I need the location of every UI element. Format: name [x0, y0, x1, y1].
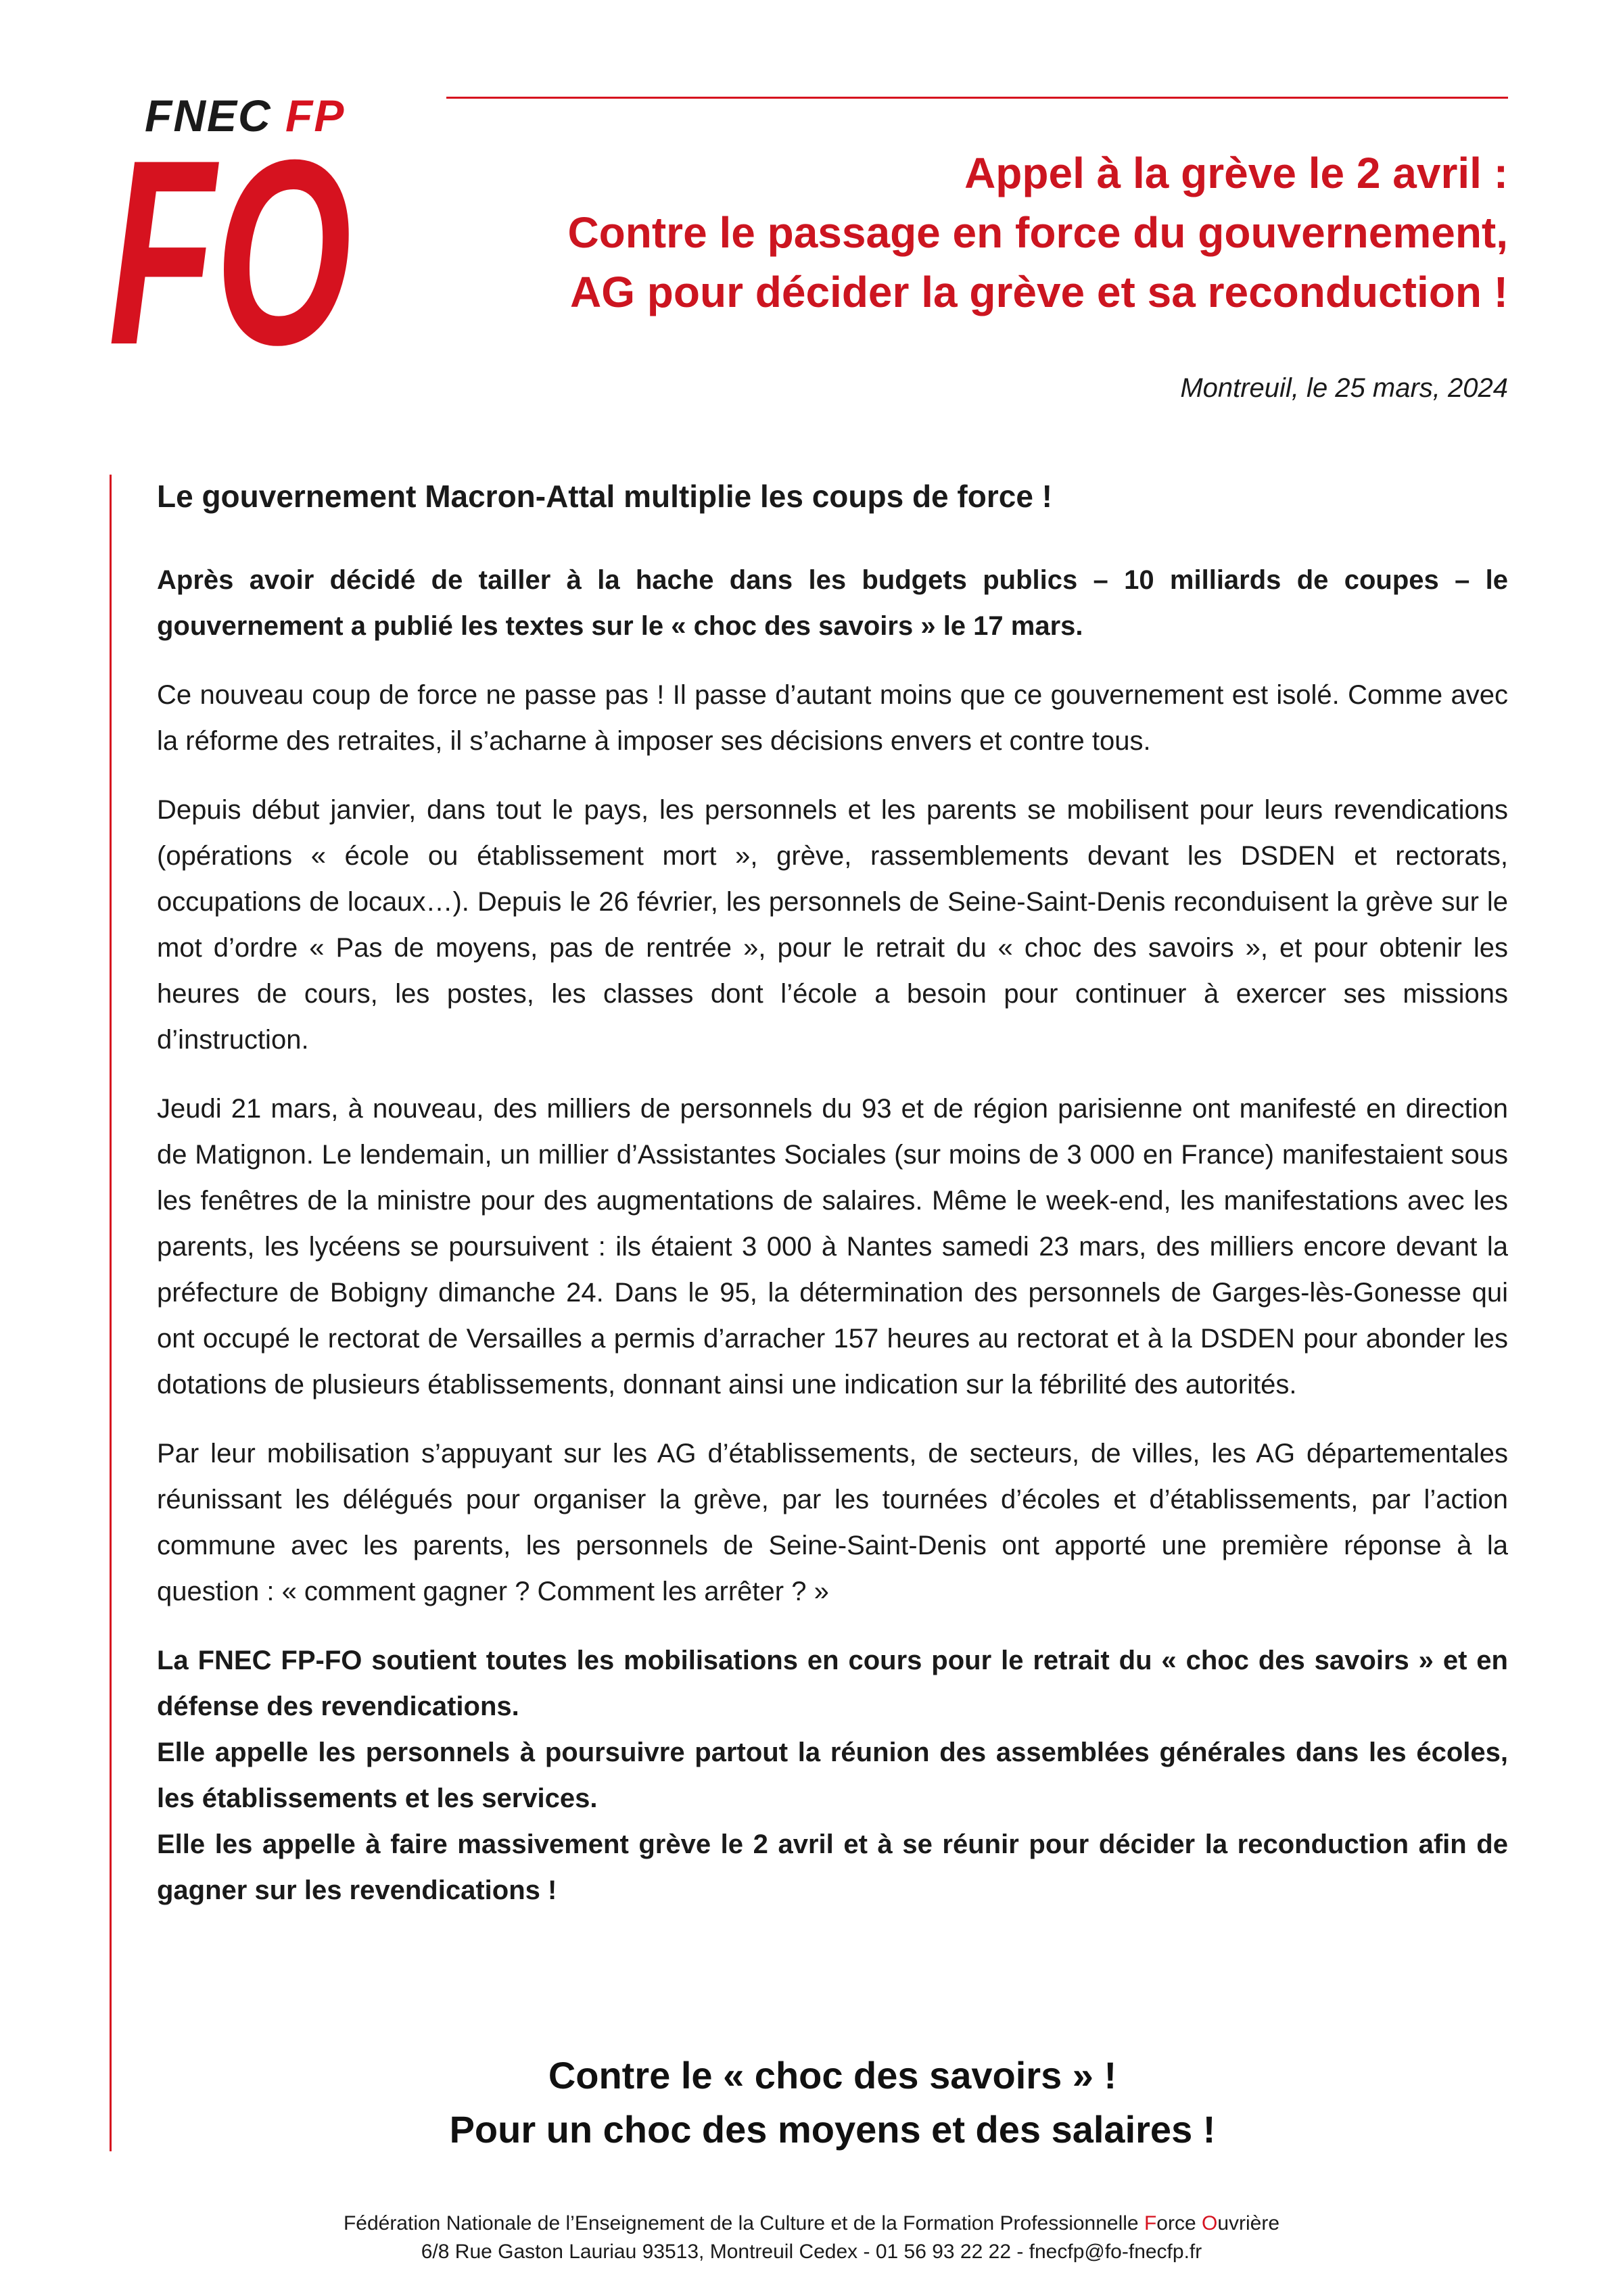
paragraph-7: Elle appelle les personnels à poursuivre partout la réunion des assemblées générales dans les écoles, les établissements et les services.: [157, 1738, 1508, 1813]
footer: [0, 2209, 1623, 2266]
slogan-1: Contre le « choc des savoirs » !: [548, 2054, 1117, 2097]
headline-line-2: Contre le passage en force du gouvernement,: [567, 208, 1508, 257]
logo-fo: FO: [108, 141, 352, 350]
paragraph-2: Ce nouveau coup de force ne passe pas ! Il passe d’autant moins que ce gouvernement est isolé. Comme avec la réforme des retraites, il s’acharne à imposer ses décisions envers et contre tous.: [157, 680, 1508, 756]
footer-f-letter: F: [1144, 2212, 1157, 2234]
top-divider: [446, 97, 1508, 99]
headline-line-1: Appel à la grève le 2 avril :: [964, 149, 1508, 197]
paragraph-6: La FNEC FP-FO soutient toutes les mobilisations en cours pour le retrait du « choc des savoirs » et en défense des revendications.: [157, 1646, 1508, 1721]
slogan-2: Pour un choc des moyens et des salaires !: [449, 2108, 1216, 2151]
paragraph-4: Jeudi 21 mars, à nouveau, des milliers de personnels du 93 et de région parisienne ont manifesté en direction de Matignon. Le lendemain, un millier d’Assistantes Sociales (sur moins de 3 000 en France) manifestaient sous les fenêtres de la ministre pour des augmentations de salaires. Même le week-end, les manifestations avec les parents, les lycéens se poursuivent : ils étaient 3 000 à Nantes samedi 23 mars, des milliers encore devant la préfecture de Bobigny dimanche 24. Dans le 95, la détermination des personnels de Garges-lès-Gonesse qui ont occupé le rectorat de Versailles a permis d’arracher 157 heures au rectorat et à la DSDEN pour abonder les dotations de plusieurs établissements, donnant ainsi une indication sur la fébrilité des autorités.: [157, 1094, 1508, 1400]
headline-line-3: AG pour décider la grève et sa reconduction !: [570, 268, 1508, 316]
footer-o-letter: O: [1202, 2212, 1218, 2234]
logo-fnec: FNEC: [145, 91, 272, 141]
logo-fp: FP: [285, 91, 346, 141]
left-margin-rule: [110, 475, 112, 2151]
dateline: Montreuil, le 25 mars, 2024: [1180, 373, 1508, 403]
paragraph-8: Elle les appelle à faire massivement grève le 2 avril et à se réunir pour décider la reconduction afin de gagner sur les revendications !: [157, 1829, 1508, 1905]
footer-organization: [0, 2209, 1623, 2238]
headline: [358, 143, 1508, 322]
footer-org-name: Fédération Nationale de l’Enseignement de la Culture et de la Formation Professionnelle: [343, 2212, 1144, 2234]
logo-fnec-fp-text: [145, 91, 346, 141]
paragraph-5: Par leur mobilisation s’appuyant sur les AG d’établissements, de secteurs, de villes, les AG départementales réunissant les délégués pour organiser la grève, par les tournées d’écoles et d’établissements, par l’action commune avec les parents, les personnels de Seine-Saint-Denis ont apporté une première réponse à la question : « comment gagner ? Comment les arrêter ? »: [157, 1439, 1508, 1606]
footer-orce: orce: [1156, 2212, 1202, 2234]
footer-uvriere: uvrière: [1217, 2212, 1280, 2234]
closing-slogans: [157, 2049, 1508, 2157]
lead-heading: Le gouvernement Macron-Attal multiplie les coups de force !: [157, 479, 1053, 514]
fo-logo-mark: [107, 141, 357, 350]
footer-address: 6/8 Rue Gaston Lauriau 93513, Montreuil Cedex - 01 56 93 22 22 - fnecfp@fo-fnecfp.fr: [421, 2241, 1202, 2263]
paragraph-3: Depuis début janvier, dans tout le pays, les personnels et les parents se mobilisent pour leurs revendications (opérations « école ou établissement mort », grève, rassemblements devant les DSDEN et rectorats, occupations de locaux…). Depuis le 26 février, les personnels de Seine-Saint-Denis reconduisent la grève sur le mot d’ordre « Pas de moyens, pas de rentrée », pour le retrait du « choc des savoirs », et pour obtenir les heures de cours, les postes, les classes dont l’école a besoin pour continuer à exercer ses missions d’instruction.: [157, 795, 1508, 1055]
paragraph-1: Après avoir décidé de tailler à la hache dans les budgets publics – 10 milliards de coupes – le gouvernement a publié les textes sur le « choc des savoirs » le 17 mars.: [157, 565, 1508, 641]
article-body: [157, 473, 1508, 1913]
fnec-fp-fo-logo: [107, 93, 357, 350]
union-position: [157, 1637, 1508, 1913]
